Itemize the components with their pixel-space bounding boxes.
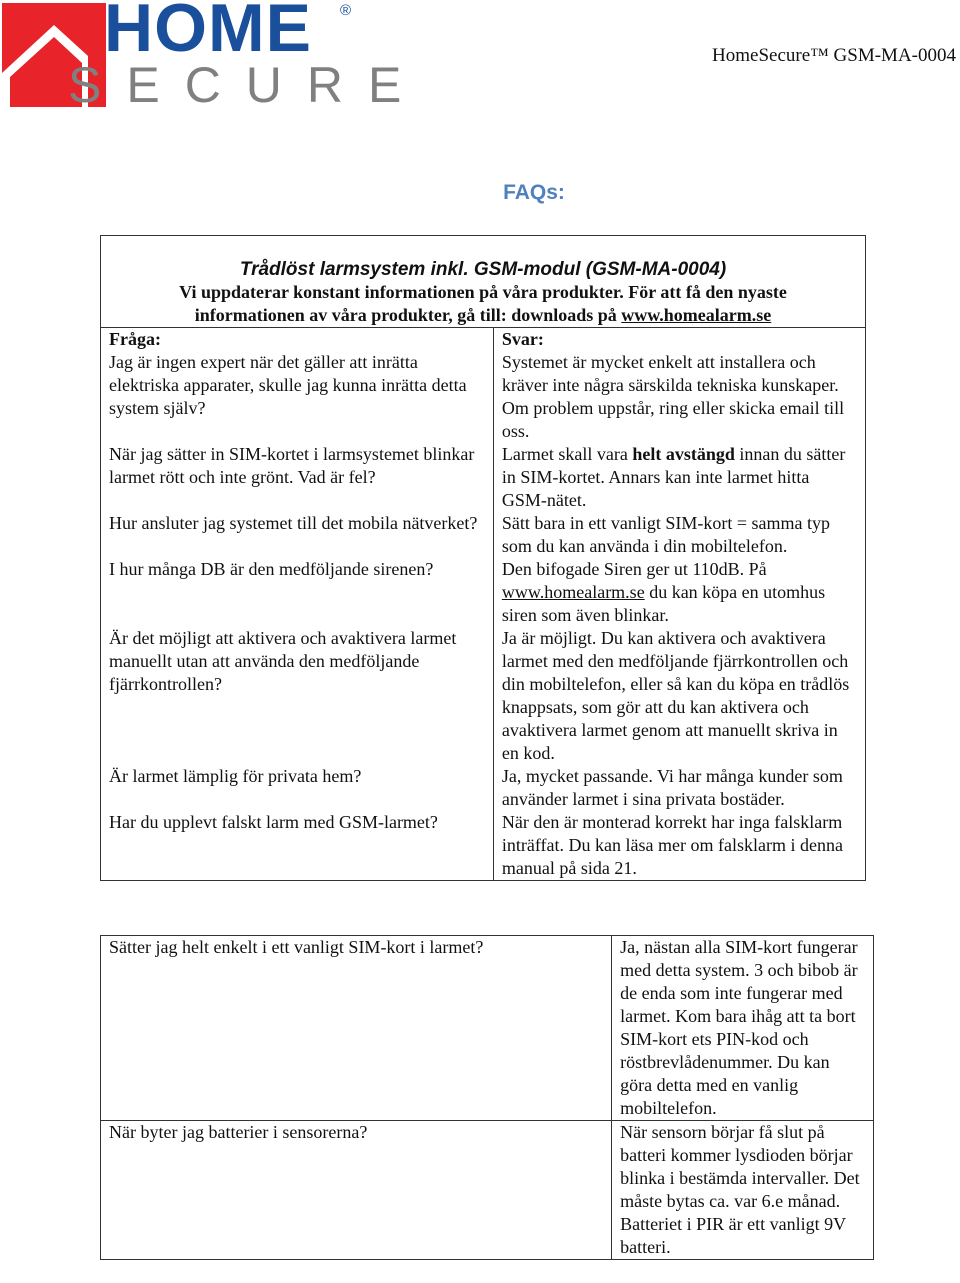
page-title: FAQs:: [503, 181, 565, 204]
question-cell: I hur många DB är den medföljande sirenen?: [101, 558, 494, 627]
question-cell: Har du upplevt falskt larm med GSM-larmet?: [101, 811, 494, 881]
logo-home-text: HOME: [104, 0, 312, 66]
faq-table-main: [100, 235, 866, 881]
table-row: [101, 811, 866, 881]
table-row: [101, 765, 866, 811]
question-cell: Jag är ingen expert när det gäller att inrätta elektriska apparater, skulle jag kunna inrätta detta system själv?: [101, 351, 494, 443]
homesecure-logo: [0, 0, 427, 113]
answer-cell: Den bifogade Siren ger ut 110dB. På www.homealarm.se du kan köpa en utomhus siren som även blinkar.: [493, 558, 865, 627]
answer-column-header: Svar:: [493, 328, 865, 352]
table-row: [101, 936, 874, 1121]
table-header: [101, 236, 866, 328]
homealarm-link[interactable]: www.homealarm.se: [621, 305, 772, 325]
table-row: [101, 558, 866, 627]
table-row: [101, 351, 866, 443]
update-notice: Vi uppdaterar konstant informationen på våra produkter. För att få den nyaste informationen av våra produkter, gå till: downloads på www.homealarm.se: [179, 282, 787, 325]
question-column-header: Fråga:: [101, 328, 494, 352]
question-cell: Hur ansluter jag systemet till det mobila nätverket?: [101, 512, 494, 558]
question-cell: Är det möjligt att aktivera och avaktivera larmet manuellt utan att använda den medföljande fjärrkontrollen?: [101, 627, 494, 765]
document-id: HomeSecure™ GSM-MA-0004: [712, 45, 956, 66]
answer-cell: När sensorn börjar få slut på batteri kommer lysdioden börjar blinka i bestämda intervaller. Det måste bytas ca. var 6.e månad. Batteriet i PIR är ett vanligt 9V batteri.: [612, 1121, 874, 1260]
answer-cell: Systemet är mycket enkelt att installera och kräver inte några särskilda tekniska kunskaper. Om problem uppstår, ring eller skicka email till oss.: [493, 351, 865, 443]
answer-cell: Ja, nästan alla SIM-kort fungerar med detta system. 3 och bibob är de enda som inte fungerar med larmet. Kom bara ihåg att ta bort SIM-kort ets PIN-kod och röstbrevlådenummer. Du kan göra detta med en vanlig mobiltelefon.: [612, 936, 874, 1121]
answer-cell: Ja är möjligt. Du kan aktivera och avaktivera larmet med den medföljande fjärrkontrollen och din mobiltelefon, eller så kan du köpa en trådlös knappsats, som gör att du kan aktivera och avaktivera larmet genom att manuellt skriva in en kod.: [493, 627, 865, 765]
answer-cell: Ja, mycket passande. Vi har många kunder som använder larmet i sina privata bostäder.: [493, 765, 865, 811]
answer-cell: Sätt bara in ett vanligt SIM-kort = samma typ som du kan använda i din mobiltelefon.: [493, 512, 865, 558]
homealarm-link[interactable]: www.homealarm.se: [501, 582, 645, 602]
faq-table-secondary: [100, 935, 874, 1260]
table-header-row: [101, 236, 866, 328]
answer-cell: Larmet skall vara helt avstängd innan du sätter in SIM-kortet. Annars kan inte larmet hitta GSM-nätet.: [493, 443, 865, 512]
logo-registered-mark: ®: [340, 2, 352, 19]
question-cell: Är larmet lämplig för privata hem?: [101, 765, 494, 811]
table-row: [101, 443, 866, 512]
bold-emphasis: helt avstängd: [632, 444, 735, 464]
question-cell: När byter jag batterier i sensorerna?: [101, 1121, 612, 1260]
question-cell: Sätter jag helt enkelt i ett vanligt SIM-kort i larmet?: [101, 936, 612, 1121]
table-row: [101, 512, 866, 558]
answer-cell: När den är monterad korrekt har inga falsklarm inträffat. Du kan läsa mer om falsklarm i denna manual på sida 21.: [493, 811, 865, 881]
logo-secure-text: SECURE: [68, 57, 427, 113]
table-row: [101, 1121, 874, 1260]
table-title: Trådlöst larmsystem inkl. GSM-modul (GSM-MA-0004): [239, 259, 727, 280]
question-cell: När jag sätter in SIM-kortet i larmsystemet blinkar larmet rött och inte grönt. Vad är fel?: [101, 443, 494, 512]
table-row: [101, 627, 866, 765]
column-header-row: [101, 328, 866, 352]
